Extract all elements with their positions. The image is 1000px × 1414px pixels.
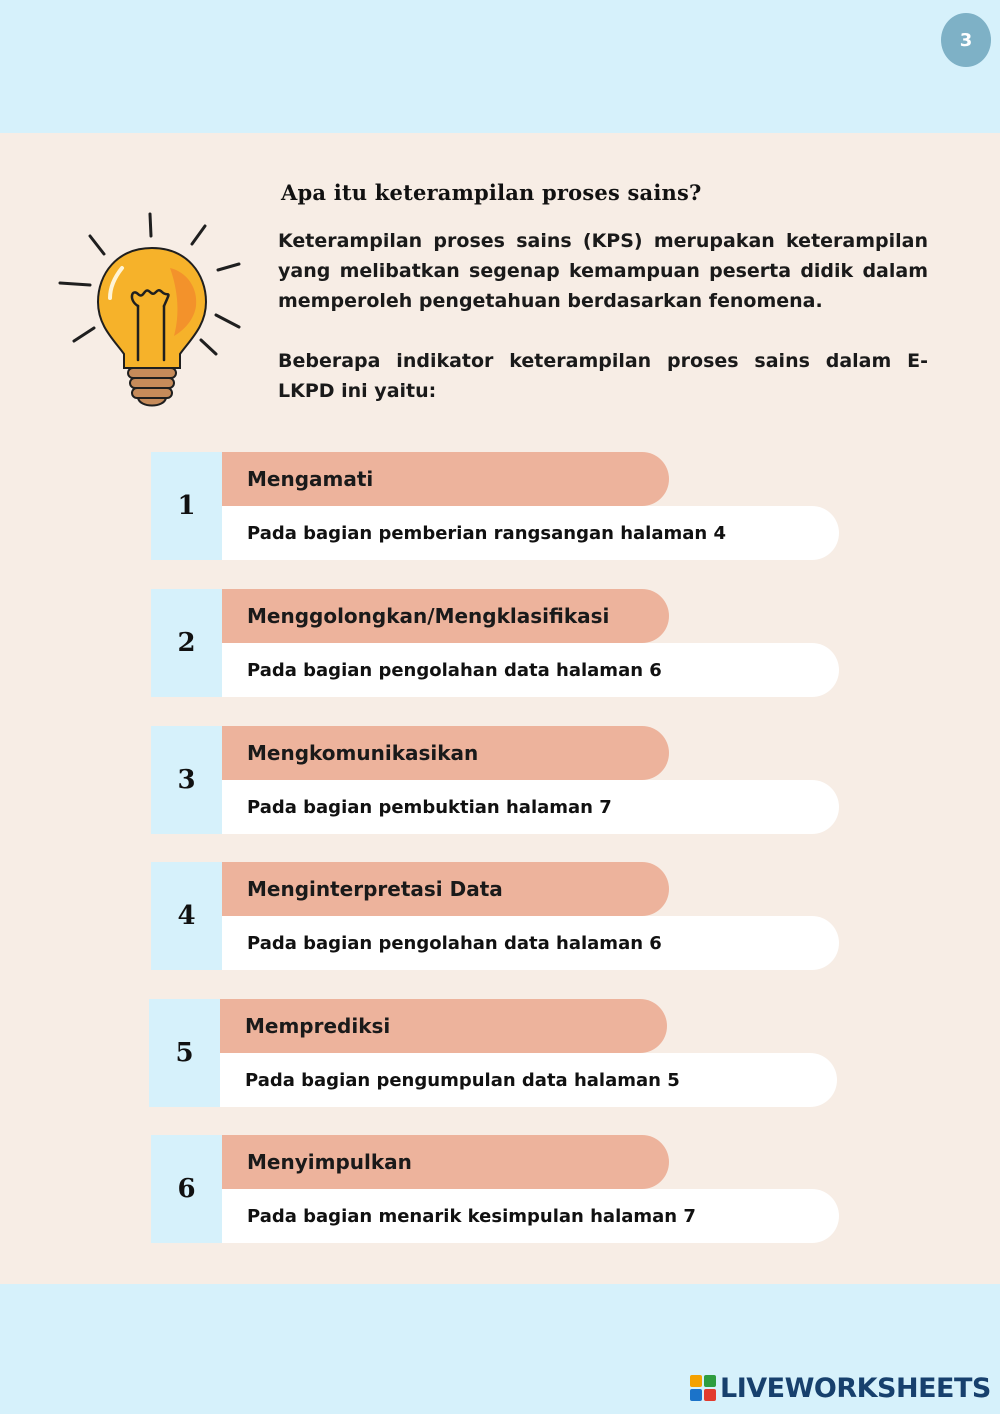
indicator-row [151,726,841,834]
indicator-row [151,1135,841,1243]
indicator-number: 4 [151,862,222,970]
indicator-description: Pada bagian pembuktian halaman 7 [222,780,839,834]
indicator-number: 3 [151,726,222,834]
intro-paragraph: Keterampilan proses sains (KPS) merupakan keterampilan yang melibatkan segenap kemampuan peserta didik dalam memperoleh pengetahuan berdasarkan fenomena. [278,230,928,312]
indicator-row [151,589,841,697]
intro-heading: Apa itu keterampilan proses sains? [281,180,702,205]
indicator-row [151,452,841,560]
brand-name: LIVEWORKSHEETS [720,1372,991,1404]
indicator-description: Pada bagian pengolahan data halaman 6 [222,643,839,697]
liveworksheets-logo-icon [690,1375,716,1401]
indicator-title: Menyimpulkan [222,1135,669,1189]
indicator-number: 6 [151,1135,222,1243]
header-band [0,0,1000,133]
indicator-description: Pada bagian pengolahan data halaman 6 [222,916,839,970]
lightbulb-icon [52,210,252,420]
indicator-title: Menginterpretasi Data [222,862,669,916]
indicator-number: 1 [151,452,222,560]
indicator-number: 5 [149,999,220,1107]
indicators-intro: Beberapa indikator keterampilan proses sains dalam E-LKPD ini yaitu: [278,350,928,402]
indicator-row [149,999,839,1107]
indicator-description: Pada bagian pengumpulan data halaman 5 [220,1053,837,1107]
indicator-description: Pada bagian menarik kesimpulan halaman 7 [222,1189,839,1243]
page-number-badge: 3 [941,13,991,67]
indicator-row [151,862,841,970]
indicator-title: Menggolongkan/Mengklasifikasi [222,589,669,643]
indicator-number: 2 [151,589,222,697]
indicator-title: Mengamati [222,452,669,506]
indicator-description: Pada bagian pemberian rangsangan halaman 4 [222,506,839,560]
indicator-title: Mengkomunikasikan [222,726,669,780]
indicator-title: Memprediksi [220,999,667,1053]
liveworksheets-brand[interactable] [690,1370,991,1406]
